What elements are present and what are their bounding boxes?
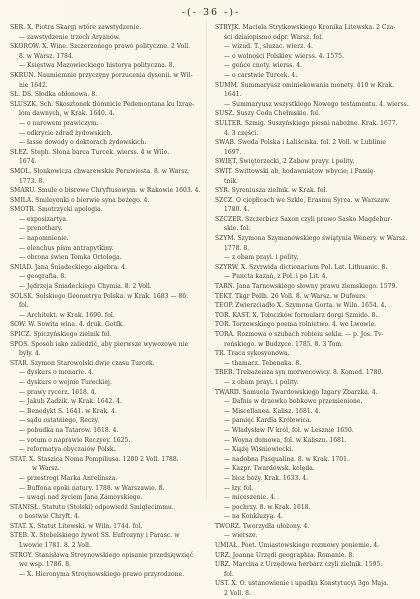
index-entry-line: — Jędrzeja Śniadeckiego Chymia. 8. 2 Voll.: [19, 283, 152, 291]
index-entry-line: SMOL. Słonkowicza chwarewskie Peruwiesta. 8. w Warsz.: [10, 167, 190, 175]
index-entry-line: — o wolności Polskiey. wierss. 4. 1575.: [224, 52, 344, 60]
index-entry-line: 1778. 8.: [224, 244, 250, 252]
index-entry-line: 1674.: [19, 158, 37, 166]
index-entry-line: — odkrycie zdrad żydowskich.: [19, 129, 113, 137]
index-entry-line: SUSZ. Suszy Coda Chełmskie. fol.: [215, 110, 321, 118]
index-entry-line: — gońce cnoty. wierss. 4.: [224, 62, 303, 70]
index-entry-line: SMARU. Smule o bisrowe Chryftusowym. w Rakowie 1603. 4.: [10, 187, 201, 195]
index-entry-line: 1780. 4.: [224, 206, 250, 214]
index-entry-line: SWAB. Swoda Polska i Laliściska. fol. 2 Voll. w Lublinie: [215, 139, 386, 147]
index-entry-line: SULTER. Szmig. Suszyńskiego piesni nabożne. Krak. 1677.: [215, 119, 398, 127]
index-entry-line: SOW. W. Sowita wina. 4. druk. Gotfk.: [10, 321, 124, 329]
index-entry-line: — reformatya obyczaiów Polsk.: [19, 446, 116, 454]
index-entry-line: TOR. Torzewskiego poema rolnictwo. 4. we Lwowie.: [215, 321, 377, 329]
index-entry-line: SWIĘT. Świętorzecki, 2 Żabow prayy. i polity.: [215, 158, 355, 166]
index-entry-line: — Księstwa Mazowieckiego historya polityczna. 8.: [19, 62, 175, 70]
index-entry-line: tnik.: [224, 177, 238, 185]
index-entry-line: — bica boży. Krak. 1633. 4.: [224, 474, 309, 482]
index-entry-line: — Architekt. w Krak. 1690. fol.: [19, 311, 115, 319]
index-entry-line: — Woyna domowa, fol. w Kaliszu. 1681.: [224, 436, 347, 444]
index-entry-line: 8. w Warsz. 1784.: [19, 52, 74, 60]
index-entry-line: SOLSK. Sołskiego Geometrya Polska. w Krak. 1683 — 86.: [10, 292, 189, 300]
index-entry-line: we wsp. 1786. 8.: [19, 561, 72, 569]
index-entry-line: o bostwie Chryft. 4.: [19, 513, 80, 521]
index-entry-line: STRYJK. Maciela Stryikowskiego Kronika Litewska. 2 Cza-: [215, 24, 396, 31]
index-entry-line: — prawy rycerz. 1618. 4.: [19, 388, 97, 396]
index-entry-line: TEKT. Tkgr Pollh. 26 Voll. 8. w Warsz. w Dufours.: [215, 292, 368, 300]
index-entry-line: STEB. X. Stebelskiego żywot SS. Eufrozyny i Parasc. w: [10, 532, 180, 540]
index-entry-line: SPOS. Sposób iako zaliedzić, aby pierwsze wywozowe nie: [10, 340, 189, 348]
index-entry-line: — sądu ostatniego, Reczy.: [19, 417, 100, 425]
index-entry-line: — z obam prayi. i polity.: [224, 378, 299, 386]
index-entry-line: — z obam prayi. i polity.: [224, 254, 299, 262]
index-entry-line: — Dafnis w drzewko bobkowe przemienione.: [224, 398, 363, 406]
index-entry-line: — Buffona epoki natury. 1788. w Warszawie. 8.: [19, 484, 165, 492]
index-entry-line: fol.: [224, 570, 234, 578]
index-entry-line: SŁ. DS. Słodka obłonowa. 8.: [10, 91, 98, 99]
index-entry-line: — dyskurs o wojnie Tureckiej.: [19, 378, 112, 386]
index-entry-line: 1697.: [224, 148, 242, 156]
index-entry-line: TR. Traca sykosyonowa.: [215, 350, 290, 358]
index-entry-line: SPICZ. Spiczyńskiego zielnik fol.: [10, 331, 112, 338]
index-entry-line: — Summaryusz wszystkiego Nowego testamentu. 4. wierss.: [224, 100, 409, 108]
index-entry-line: 1773. 8.: [19, 177, 45, 185]
index-entry-line: SNIAD. Jana Śniadeckiego algebra. 4.: [10, 263, 128, 271]
index-entry-line: — votum o naprawie Reczyey. 1625.: [19, 436, 131, 444]
index-entry-line: — pobudka na Tatarow. 1618. 4.: [19, 426, 119, 434]
index-columns: [10, 23, 412, 599]
index-entry-line: Lwowie 1781. 8. 2 Voll.: [19, 542, 91, 550]
index-entry-line: — o narowem prawiczym.: [19, 119, 99, 127]
index-entry-line: SKRUN. Naumiemnie przyczyny porzucenia dysonii. w Wil-: [10, 71, 193, 79]
index-entry-line: — o carstwie Turcek. 4.: [224, 71, 298, 79]
column-gutter: [206, 20, 207, 500]
index-entry-line: lom dawnych, w Krak. 1640. 4.: [19, 110, 115, 118]
index-entry-line: nie 1642.: [19, 81, 48, 89]
index-entry-line: — elenchus pism antrapytkiny.: [19, 244, 114, 252]
index-entry-line: — Miscellanea. Kalisz. 1681. 4.: [224, 407, 321, 415]
index-entry-line: TEOP. Zwierzciadło X. Szymona Gorta. w Wiln. 1654. 4.: [215, 302, 387, 310]
index-entry-line: — Puncta kazań, z Pol. i po Lit. 4.: [224, 273, 328, 281]
index-entry-line: STROY. Stanisława Stroynowskiego opisanie przedsięwzięć: [10, 551, 194, 559]
index-entry-line: — wiersze.: [224, 532, 258, 540]
index-entry-line: skie. fol.: [224, 225, 251, 233]
index-entry-line: SZCZ. O ciepłicach we Szkle, Erasmu Syrca. w Warszaw.: [215, 196, 391, 204]
index-entry-line: SZYM. Szymona Szymanowskiego świątynia Wenery. w Warsz.: [215, 235, 408, 243]
index-entry-line: — pochrzy. 8. w Krak. 1618.: [224, 503, 311, 511]
index-entry-line: — exposizartya.: [19, 215, 68, 223]
index-entry-line: SLUSZK. Sch. Skosztonek tłómnicie Pedemontana ku Izrae-: [10, 100, 195, 108]
index-entry-line: SŁEZ. Steph. Słona barca Turcek. wierss. 4 w Wilo.: [10, 148, 170, 156]
index-entry-line: URZ. Joanna Urzędi geographia. Romanie. 8.: [215, 551, 355, 559]
index-entry-line: — na Konkluzyą. 4.: [224, 513, 284, 521]
index-entry-line: — przestrogi Marka Anrelinsza.: [19, 474, 118, 482]
index-entry-line: SYR. Syreniusza zielnik. w Krak. fol.: [215, 187, 328, 195]
index-entry-line: 1641.: [224, 91, 242, 99]
index-entry-line: — dyskurs o monarie. 4.: [19, 369, 94, 377]
index-entry-line: TARN. Jana Tarnowskiego słowny prawu ziemskiego. 1579.: [215, 283, 398, 291]
index-entry-line: — thamacz. Tebenaka. 8.: [224, 359, 302, 367]
left-column: [10, 23, 207, 599]
index-entry-line: URZ. Marcina z Urzędowa herbarz czyli zielnik. 1595.: [215, 561, 383, 569]
index-entry-line: SUMM. Summaryusz ominiekowania monety. 410 w Krak.: [215, 81, 395, 89]
index-entry-line: UMIAŁ. Poet. Umiastowskiego rozmowy poniemie. 4.: [215, 542, 380, 550]
index-entry-line: STAT. X. Staszica Noma Pompiliusa. 1200 2 Voll. 1788.: [10, 455, 179, 463]
index-entry-line: — X. Hieronyma Stroynowskiego prawo przyrodzone.: [19, 570, 185, 578]
index-entry-line: fol.: [19, 302, 29, 310]
index-entry-line: — geografia. 8.: [19, 273, 67, 281]
index-entry-line: SMOTR. Smotrzycki apologia.: [10, 206, 103, 214]
index-entry-line: TORA. Rozmowa o szubach robieiu sekla. — p. Jos. Tv-: [215, 331, 384, 338]
index-entry-line: ści dziaiopismo odpr. Warsz. fol.: [224, 33, 324, 41]
index-entry-line: — wizud. T., sluzac. wierz. 4.: [224, 43, 313, 51]
index-entry-line: — obrona świen Tomka Ortologa.: [19, 254, 122, 262]
index-entry-line: TWARD. Samuela Twardowskiego Izgary Zbarzka. 4.: [215, 388, 378, 396]
index-entry-line: — napomnienie.: [19, 235, 69, 243]
index-entry-line: TREB. Trebażeisza syn morwecowicy. 8. Komed. 1780.: [215, 369, 384, 377]
index-entry-line: SZCZER. Szczerbicz Saxon czyli prawo Sasko Magdebur-: [215, 215, 393, 223]
index-entry-line: — miceszenie. 4.: [224, 494, 276, 502]
index-entry-line: TOR. KAST. X. Tołoczków formularz dorgi Szmido. 8.: [215, 311, 378, 319]
index-entry-line: SKOROW. X. Wine. Szczerzonego prawo polityczne. 2 Voll.: [10, 43, 191, 51]
index-entry-line: 2 Voll. 8.: [224, 590, 251, 598]
index-entry-line: UST. X. O. ustanowienie i upadku Konstytucyi 3go Maja.: [215, 580, 389, 588]
index-entry-line: — Xiążę Wiśniowiecki.: [224, 446, 294, 454]
index-entry-line: SZYRW. X. Szyrwida dictionarium Pol. Lat. Lithuanic. 8.: [215, 263, 388, 271]
index-entry-line: — Jakub Zadzik. w Krak. 1642. 4.: [19, 398, 123, 406]
index-entry-line: STANISŁ. Statutu (Stolski) odpowiedź Smiglecimmu.: [10, 503, 174, 511]
index-entry-line: — nadobna Pasqualina. 8. w Krak. 1701.: [224, 455, 349, 463]
index-entry-line: 4. 3 części.: [224, 129, 259, 137]
index-entry-line: — Benedykt S. 1641. w Krak. 4.: [19, 407, 117, 415]
index-entry-line: STAR. Szymon Starowolski dwie czasu Turcek.: [10, 359, 155, 367]
index-entry-line: TWORZ. Tworzydła ułożony. 4.: [215, 522, 310, 530]
index-entry-line: były. 4.: [19, 350, 41, 358]
index-entry-line: reńskiego. w Budzyce. 1785. 8. 3 Tom.: [224, 340, 344, 348]
index-entry-line: STAT. X. Statut Litewski. w Wiln. 1744. fol.: [10, 522, 143, 530]
index-entry-line: — zawstydzenie trzech Aryanów.: [19, 33, 121, 41]
page-header: -(- 36 -)-: [181, 7, 241, 18]
index-entry-line: w Warsz.: [32, 465, 60, 473]
index-entry-line: — pamięć Kardla Królewica.: [224, 417, 312, 425]
index-entry-line: — uwagi nad życiem Jana Zamoyskiego.: [19, 494, 143, 502]
index-entry-line: — łasse dowody o doktorach żydowskich.: [19, 139, 147, 147]
index-entry-line: — łzy. fol.: [224, 484, 254, 492]
index-entry-line: — prenothary.: [19, 225, 63, 233]
index-entry-line: SWIT. Swittowski ab, hodawniatow wbycie; i Pamię-: [215, 167, 376, 175]
index-entry-line: SMILA. Smileyenki o bierwie syna bożego. 4.: [10, 196, 150, 204]
index-entry-line: — Kazpr. Twardowsk. kolęda.: [224, 465, 315, 473]
index-entry-line: — Władysław IV król, fol. w Lesznie 1650.: [224, 426, 354, 434]
index-entry-line: SER. X. Piotra Skargi wtóre zawstydzenie.: [10, 24, 142, 31]
right-column: [215, 23, 412, 599]
